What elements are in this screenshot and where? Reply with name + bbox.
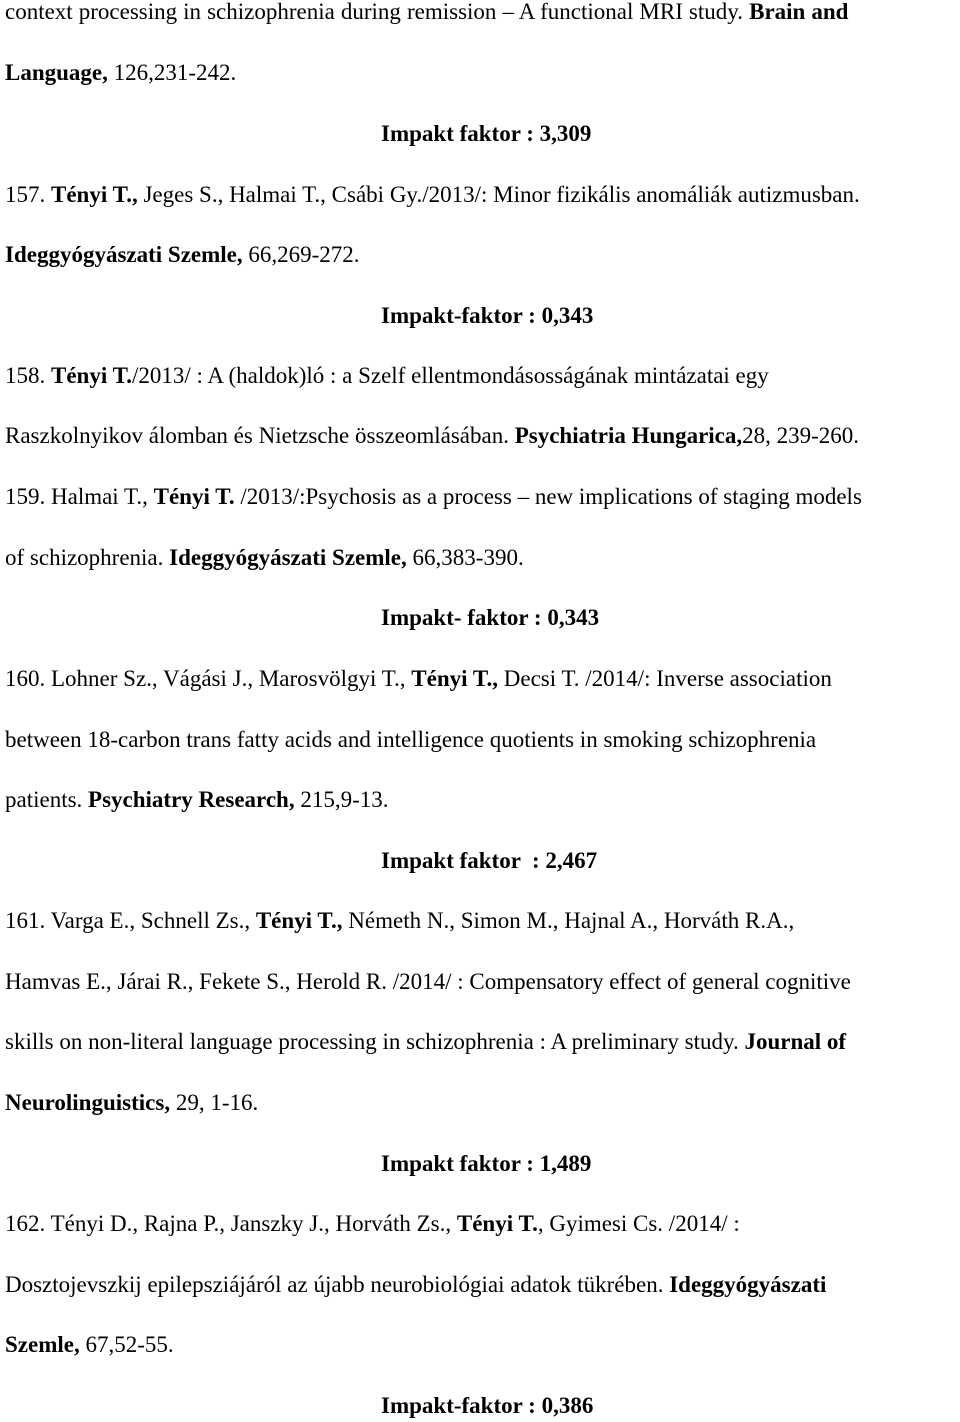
- impact-factor: Impakt- faktor : 0,343: [381, 605, 600, 630]
- text-line: patients. Psychiatry Research, 215,9-13.: [5, 787, 389, 812]
- text-line: Raszkolnyikov álomban és Nietzsche összeomlásában. Psychiatria Hungarica,28, 239-260.: [5, 423, 860, 448]
- text-line: Hamvas E., Járai R., Fekete S., Herold R. /2014/ : Compensatory effect of general cognitive: [5, 969, 851, 994]
- journal-name: Ideggyógyászati Szemle,: [5, 242, 243, 267]
- author-highlight: Tényi T.,: [255, 908, 343, 933]
- journal-name: Brain and: [749, 0, 849, 24]
- author-highlight: Tényi T.,: [411, 666, 498, 691]
- author-highlight: Tényi T.: [51, 363, 132, 388]
- journal-name: Language,: [5, 60, 108, 85]
- text-line: Dosztojevszkij epilepsziájáról az újabb neurobiológiai adatok tükrében. Ideggyógyászati: [5, 1272, 827, 1297]
- author-highlight: Tényi T.: [456, 1211, 538, 1236]
- reference-158: 158. Tényi T./2013/ : A (haldok)ló : a Szelf ellentmondásosságának mintázatai egy: [5, 363, 769, 388]
- author-highlight: Tényi T.,: [51, 182, 138, 207]
- text-line: Szemle, 67,52-55.: [5, 1332, 174, 1357]
- reference-157: 157. Tényi T., Jeges S., Halmai T., Csábi Gy./2013/: Minor fizikális anomáliák autizmusban.: [5, 182, 860, 207]
- impact-factor: Impakt faktor : 1,489: [381, 1151, 592, 1176]
- text-line: Neurolinguistics, 29, 1-16.: [5, 1090, 259, 1115]
- text-line: Ideggyógyászati Szemle, 66,269-272.: [5, 242, 360, 267]
- journal-name: Psychiatria Hungarica,: [514, 423, 743, 448]
- author-highlight: Tényi T.: [153, 484, 235, 509]
- impact-factor: Impakt-faktor : 0,343: [381, 303, 594, 328]
- text-line: context processing in schizophrenia during remission – A functional MRI study. Brain and: [5, 0, 849, 24]
- text-line: of schizophrenia. Ideggyógyászati Szemle, 66,383-390.: [5, 545, 524, 570]
- journal-name: Ideggyógyászati: [669, 1272, 827, 1297]
- impact-factor: Impakt faktor : 2,467: [381, 848, 598, 873]
- text-line: skills on non-literal language processing in schizophrenia : A preliminary study. Journal of: [5, 1029, 847, 1054]
- journal-name: Szemle,: [5, 1332, 80, 1357]
- reference-159: 159. Halmai T., Tényi T. /2013/:Psychosis as a process – new implications of staging models: [5, 484, 862, 509]
- journal-name: Neurolinguistics,: [5, 1090, 171, 1115]
- reference-161: 161. Varga E., Schnell Zs., Tényi T., Németh N., Simon M., Hajnal A., Horváth R.A.,: [5, 908, 795, 933]
- impact-factor: Impakt faktor : 3,309: [381, 121, 592, 146]
- reference-162: 162. Tényi D., Rajna P., Janszky J., Horváth Zs., Tényi T., Gyimesi Cs. /2014/ :: [5, 1211, 740, 1236]
- journal-name: Ideggyógyászati Szemle,: [169, 545, 407, 570]
- journal-name: Psychiatry Research,: [88, 787, 295, 812]
- text-line: between 18-carbon trans fatty acids and intelligence quotients in smoking schizophrenia: [5, 727, 817, 752]
- impact-factor: Impakt-faktor : 0,386: [381, 1393, 594, 1418]
- reference-160: 160. Lohner Sz., Vágási J., Marosvölgyi T., Tényi T., Decsi T. /2014/: Inverse association: [5, 666, 832, 691]
- journal-name: Journal of: [744, 1029, 847, 1054]
- text-line: Language, 126,231-242.: [5, 60, 237, 85]
